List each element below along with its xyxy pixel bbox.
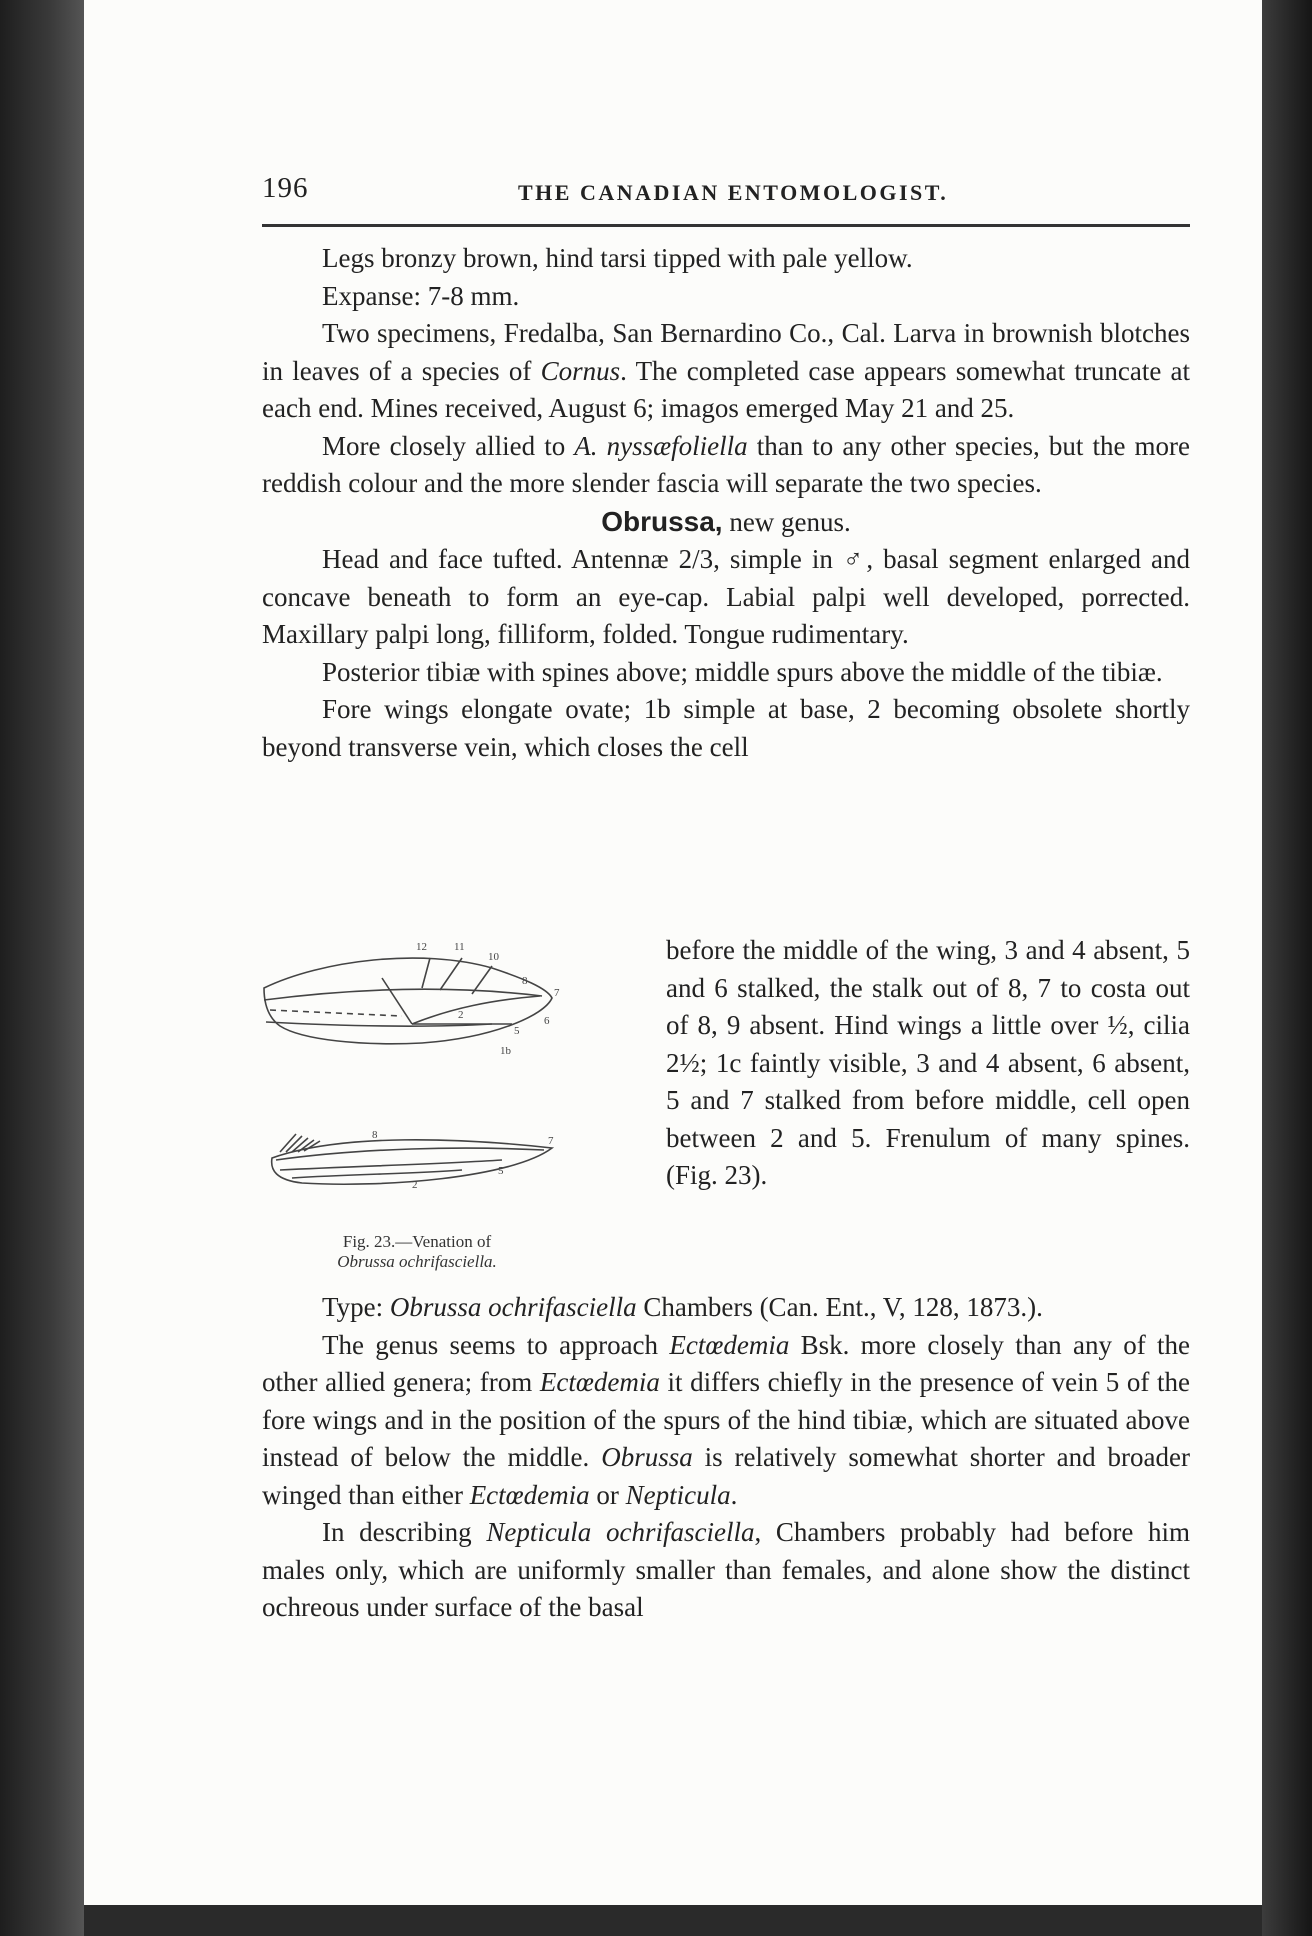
hind-label-7: 7	[548, 1135, 554, 1147]
fig-label-10: 10	[488, 951, 499, 963]
allied-text-b: than to any other species, but the more reddish colour and the more slender fascia will separate the two species.	[262, 430, 1190, 498]
genus-nepticula: Nepticula	[625, 1479, 731, 1510]
expanse-paragraph: Expanse: 7-8 mm.	[322, 280, 520, 311]
hind-label-2: 2	[412, 1179, 418, 1191]
genus-text-d: is relatively somewhat shorter and broader winged than either	[262, 1442, 1190, 1510]
fig-label-8: 8	[522, 975, 528, 987]
wing-venation-drawing	[262, 938, 642, 1238]
type-paragraph	[262, 1289, 1190, 1327]
bottom-text-block	[262, 1289, 1190, 1627]
genus-text-f: .	[730, 1479, 738, 1510]
genus-heading	[262, 503, 1190, 542]
fig-label-6: 6	[544, 1015, 550, 1027]
allied-paragraph	[262, 428, 1190, 503]
allied-species: A. nyssæfoliella	[574, 430, 748, 461]
wings-side-paragraph: before the middle of the wing, 3 and 4 absent, 5 and 6 stalked, the stalk out of 8, 7 to costa out of 8, 9 absent. Hind wings a little over ½, cilia 2½; 1c faintly visible, 3 and 4 absent, 6 absent, 5 and 7 stalked from before middle, cell open between 2 and 5. Frenulum of many spines. (Fig. 23).	[666, 935, 1190, 1190]
chambers-species: Nepticula ochrifasciella	[486, 1517, 755, 1547]
caption-line-2	[262, 1252, 572, 1272]
fig-label-11: 11	[454, 941, 465, 953]
genus-text-c: it differs chiefly in the presence of vein 5 of the fore wings and in the position of the spurs of the hind tibiæ, which are situated above instead of below the middle.	[262, 1367, 1190, 1472]
top-text-block	[262, 240, 1190, 766]
genus-text-a: The genus seems to approach	[322, 1329, 670, 1360]
wings-intro: Fore wings elongate ovate; 1b simple at base, 2 becoming obsolete shortly beyond transverse vein, which closes the cell	[262, 694, 1190, 762]
specimens-genus: Cornus	[540, 355, 621, 386]
scan-right-margin	[1262, 0, 1312, 1936]
head-description: Head and face tufted. Antennæ 2/3, simple in ♂, basal segment enlarged and concave beneath to form an eye-cap. Labial palpi well developed, porrected. Maxillary palpi long, filliform, folded. Tongue rudimentary.	[262, 544, 1190, 649]
genus-ectoedemia-2: Ectœdemia	[539, 1367, 660, 1397]
tibiae-description: Posterior tibiæ with spines above; middle spurs above the middle of the tibiæ.	[322, 656, 1163, 687]
chambers-text-a: In describing	[322, 1517, 487, 1547]
scan-bottom-margin	[84, 1905, 1262, 1936]
venation-figure	[262, 938, 642, 1278]
type-label: Type:	[322, 1292, 390, 1322]
genus-suffix: new genus.	[722, 506, 851, 537]
chambers-paragraph	[262, 1514, 1190, 1627]
fig-label-12: 12	[416, 941, 427, 953]
hind-label-5: 5	[498, 1165, 504, 1177]
hind-label-8: 8	[372, 1129, 378, 1141]
specimens-paragraph	[262, 315, 1190, 428]
type-species: Obrussa ochrifasciella	[389, 1292, 637, 1322]
genus-comparison-paragraph	[262, 1327, 1190, 1515]
specimens-text-b: . The completed case appears somewhat truncate at each end. Mines received, August 6; imagos emerged May 21 and 25.	[262, 355, 1190, 423]
page-number: 196	[262, 172, 309, 204]
scan-left-margin	[0, 0, 84, 1936]
type-rest: Chambers (Can. Ent., V, 128, 1873.).	[636, 1292, 1043, 1322]
figure-caption	[262, 1232, 572, 1272]
genus-obrussa: Obrussa	[601, 1442, 693, 1472]
fig-label-2: 2	[458, 1009, 464, 1021]
genus-name: Obrussa,	[601, 505, 723, 537]
chambers-text-b: , Chambers probably had before him males only, which are uniformly smaller than females, and alone show the distinct ochreous under surface of the basal	[262, 1517, 1190, 1622]
fig-label-1b: 1b	[500, 1045, 511, 1057]
genus-ectoedemia-1: Ectœdemia	[669, 1329, 790, 1360]
running-title: THE CANADIAN ENTOMOLOGIST.	[518, 180, 949, 205]
header-rule	[262, 224, 1190, 227]
genus-ectoedemia-3: Ectœdemia	[469, 1479, 590, 1510]
fig-label-7: 7	[554, 987, 560, 999]
fig-label-5: 5	[514, 1025, 520, 1037]
wing-description-column	[666, 932, 1190, 1195]
legs-paragraph: Legs bronzy brown, hind tarsi tipped with pale yellow.	[322, 243, 913, 273]
genus-text-b: Bsk. more closely than any of the other allied genera; from	[262, 1329, 1190, 1397]
allied-text-a: More closely allied to	[322, 430, 575, 461]
caption-species: Obrussa ochrifasciella.	[337, 1252, 497, 1271]
caption-line-1: Fig. 23.—Venation of	[342, 1232, 492, 1251]
genus-text-e: or	[589, 1479, 626, 1510]
specimens-text-a: Two specimens, Fredalba, San Bernardino Co., Cal. Larva in brownish blotches in leaves of a species of	[262, 318, 1190, 386]
